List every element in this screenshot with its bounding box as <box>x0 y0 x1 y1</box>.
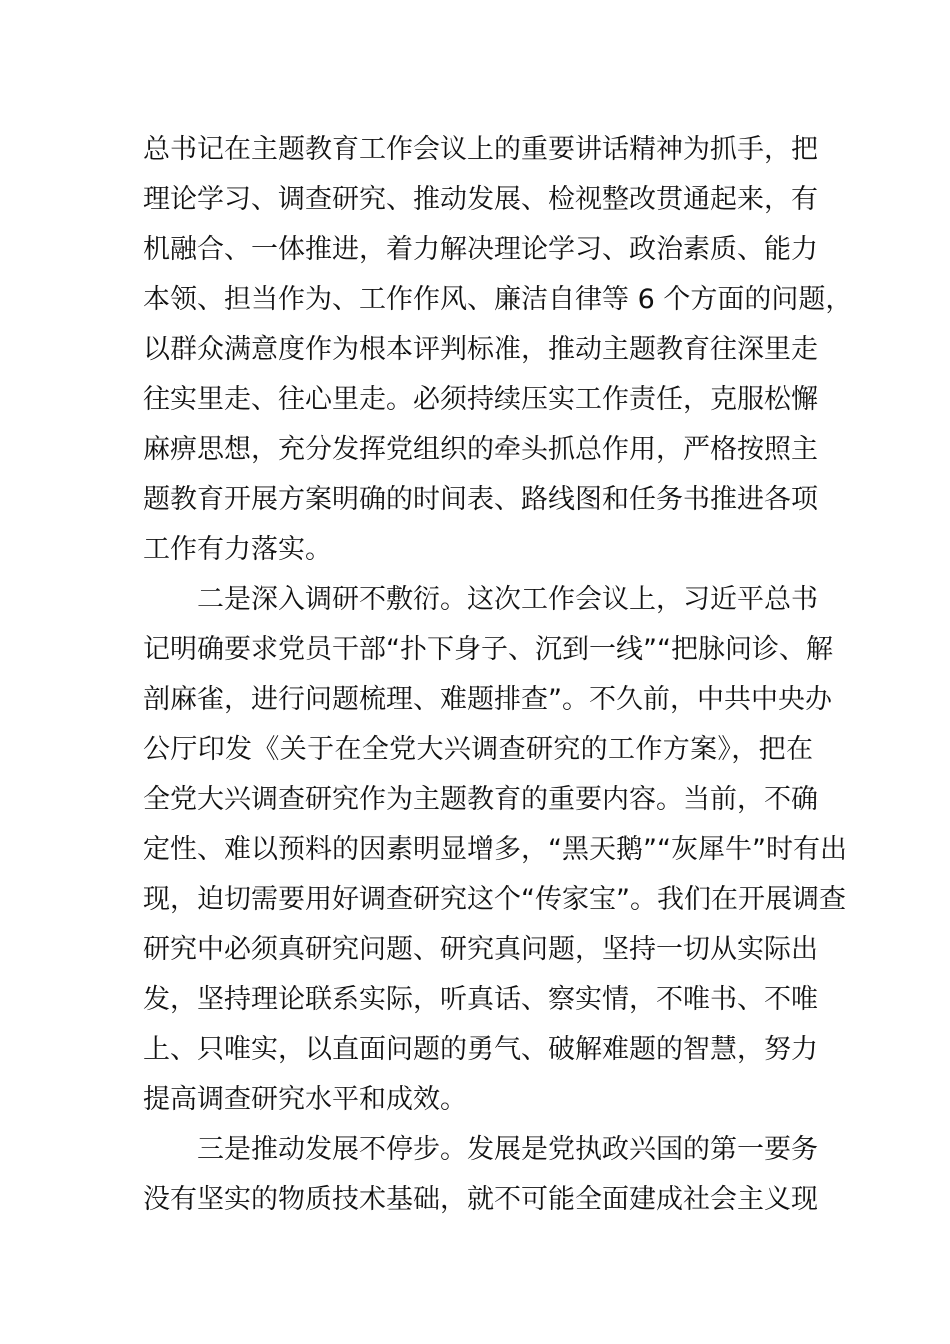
paragraph-line: 公厅印发《关于在全党大兴调查研究的工作方案》，把在 <box>143 734 813 765</box>
paragraph-line: 以群众满意度作为根本评判标准，推动主题教育往深里走 <box>143 334 818 365</box>
paragraph-first-line: 三是推动发展不停步。发展是党执政兴国的第一要务 <box>197 1134 818 1165</box>
paragraph-line: 工作有力落实。 <box>143 534 332 565</box>
paragraph-line: 本领、担当作为、工作作风、廉洁自律等 6 个方面的问题， <box>143 284 853 315</box>
paragraph-line: 定性、难以预料的因素明显增多，“黑天鹅”“灰犀牛”时有出 <box>143 834 847 865</box>
paragraph-line: 提高调查研究水平和成效。 <box>143 1084 467 1115</box>
paragraph-line: 题教育开展方案明确的时间表、路线图和任务书推进各项 <box>143 484 818 515</box>
paragraph-line: 总书记在主题教育工作会议上的重要讲话精神为抓手，把 <box>143 134 818 165</box>
paragraph-line: 全党大兴调查研究作为主题教育的重要内容。当前，不确 <box>143 784 818 815</box>
paragraph-line: 剖麻雀，进行问题梳理、难题排查”。不久前，中共中央办 <box>143 684 832 715</box>
paragraph-line: 记明确要求党员干部“扑下身子、沉到一线”“把脉问诊、解 <box>143 634 833 665</box>
paragraph-line: 往实里走、往心里走。必须持续压实工作责任，克服松懈 <box>143 384 818 415</box>
paragraph-line: 发，坚持理论联系实际，听真话、察实情，不唯书、不唯 <box>143 984 818 1015</box>
paragraph-line: 机融合、一体推进，着力解决理论学习、政治素质、能力 <box>143 234 818 265</box>
paragraph-line: 现，迫切需要用好调查研究这个“传家宝”。我们在开展调查 <box>143 884 846 915</box>
paragraph-line: 麻痹思想，充分发挥党组织的牵头抓总作用，严格按照主 <box>143 434 818 465</box>
paragraph-line: 理论学习、调查研究、推动发展、检视整改贯通起来，有 <box>143 184 818 215</box>
paragraph-line: 没有坚实的物质技术基础，就不可能全面建成社会主义现 <box>143 1184 818 1215</box>
paragraph-line: 上、只唯实，以直面问题的勇气、破解难题的智慧，努力 <box>143 1034 818 1065</box>
paragraph-line: 研究中必须真研究问题、研究真问题，坚持一切从实际出 <box>143 934 818 965</box>
paragraph-first-line: 二是深入调研不敷衍。这次工作会议上，习近平总书 <box>197 584 818 615</box>
